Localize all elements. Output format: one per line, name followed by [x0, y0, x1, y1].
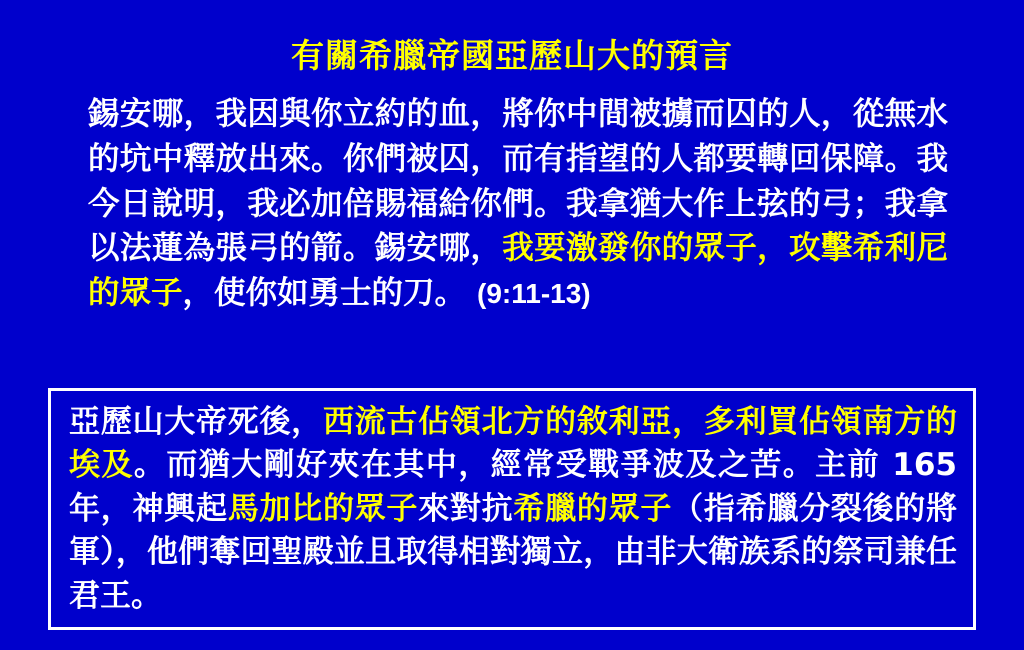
scripture-segment-highlight: 我要激發你的眾子，攻擊希利尼的眾子 [88, 230, 948, 312]
scripture-segment-1: 錫安哪，我因與你立約的血，將你中間被擄而囚的人，從無水的坑中釋放出來。你們被囚，而有指望的人都要轉回保障。我今日說明，我必加倍賜福給你們。我拿猶大作上弦的弓；我拿以法蓮為張弓的箭。錫安哪， [88, 96, 948, 267]
note-paragraph [69, 401, 957, 618]
note-segment-highlight-2: 馬加比的眾子 [227, 490, 419, 527]
scripture-segment-3: ，使你如勇士的刀。 [182, 275, 467, 312]
note-segment-highlight-3: 希臘的眾子 [513, 490, 673, 527]
note-segment-3: 。而猶大剛好夾在其中，經常受戰爭波及之苦。主前 165年，神興起 [69, 447, 958, 527]
scripture-paragraph [88, 92, 948, 316]
note-segment-1: 亞歷山大帝死後， [69, 404, 323, 440]
note-segment-7: （指希臘分裂後的將軍），他們奪回聖殿並且取得相對獨立，由非大衛族系的祭司兼任君王。 [69, 490, 958, 614]
note-box [48, 388, 976, 630]
note-segment-highlight-1: 西流古佔領北方的敘利亞，多利買佔領南方的埃及 [69, 404, 958, 484]
page-title: 有關希臘帝國亞歷山大的預言 [291, 36, 733, 75]
note-segment-5: 來對抗 [418, 490, 514, 527]
scripture-reference: (9:11-13) [477, 278, 591, 310]
